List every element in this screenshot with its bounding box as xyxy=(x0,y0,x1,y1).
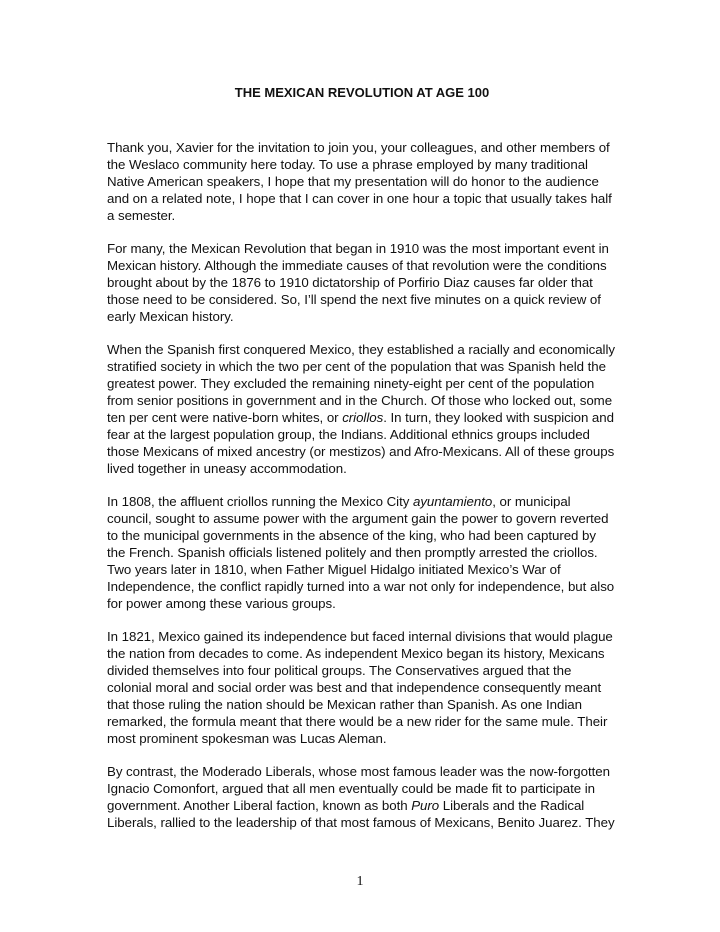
paragraph-text: . In turn, they looked with suspicion and fear at the largest population group, the Indians. Additional ethnics groups included those Mexicans of mixed ancestry (or mestizos) and Afro-Mexicans. All of these groups lived together in uneasy accommodation. xyxy=(107,410,615,476)
paragraph xyxy=(107,139,617,224)
paragraph-text: Liberals and the Radical Liberals, rallied to the leadership of that most famous of Mexicans, Benito Juarez. They xyxy=(107,798,615,830)
paragraph-text: Thank you, Xavier for the invitation to join you, your colleagues, and other members of the Weslaco community here today. To use a phrase employed by many traditional Native American speakers, I hope that my presentation will do honor to the audience and on a related note, I hope that I can cover in one hour a topic that usually takes half a semester. xyxy=(107,140,612,223)
paragraph xyxy=(107,240,617,325)
page-number: 1 xyxy=(356,874,364,889)
paragraph xyxy=(107,341,617,477)
paragraph-text: In 1808, the affluent criollos running the Mexico City xyxy=(107,494,413,509)
paragraph xyxy=(107,628,617,747)
paragraph-text: , or municipal council, sought to assume power with the argument gain the power to govern reverted to the municipal governments in the absence of the king, who had been captured by the French. Spanish officials listened politely and then promptly arrested the criollos. Two years later in 1810, when Father Miguel Hidalgo initiated Mexico’s War of Independence, the conflict rapidly turned into a war not only for independence, but also for power among these various groups. xyxy=(107,494,615,611)
paragraph-text: When the Spanish first conquered Mexico, they established a racially and economically stratified society in which the two per cent of the population that was Spanish held the greatest power. They excluded the remaining ninety-eight per cent of the population from senior positions in government and in the Church. Of those who locked out, some ten per cent were native-born whites, or xyxy=(107,342,615,425)
document-title: THE MEXICAN REVOLUTION AT AGE 100 xyxy=(234,85,490,100)
paragraph xyxy=(107,493,617,612)
italic-term: criollos xyxy=(342,410,384,425)
italic-term: Puro xyxy=(411,798,440,813)
document-body xyxy=(107,84,617,847)
paragraph-text: For many, the Mexican Revolution that began in 1910 was the most important event in Mexican history. Although the immediate causes of that revolution were the conditions brought about by the 1876 to 1910 dictatorship of Porfirio Diaz causes far older that those need to be considered. So, I’ll spend the next five minutes on a quick review of early Mexican history. xyxy=(107,241,609,324)
paragraph xyxy=(107,763,617,831)
paragraph-text: In 1821, Mexico gained its independence but faced internal divisions that would plague the nation from decades to come. As independent Mexico began its history, Mexicans divided themselves into four political groups. The Conservatives argued that the colonial moral and social order was best and that independence consequently meant that those ruling the nation should be Mexican rather than Spanish. As one Indian remarked, the formula meant that there would be a new rider for the same mule. Their most prominent spokesman was Lucas Aleman. xyxy=(107,629,613,746)
paragraph-list xyxy=(107,139,617,831)
paragraph-text: By contrast, the Moderado Liberals, whose most famous leader was the now-forgotten Ignacio Comonfort, argued that all men eventually could be made fit to participate in government. Another Liberal faction, known as both xyxy=(107,764,610,813)
italic-term: ayuntamiento xyxy=(412,494,493,509)
